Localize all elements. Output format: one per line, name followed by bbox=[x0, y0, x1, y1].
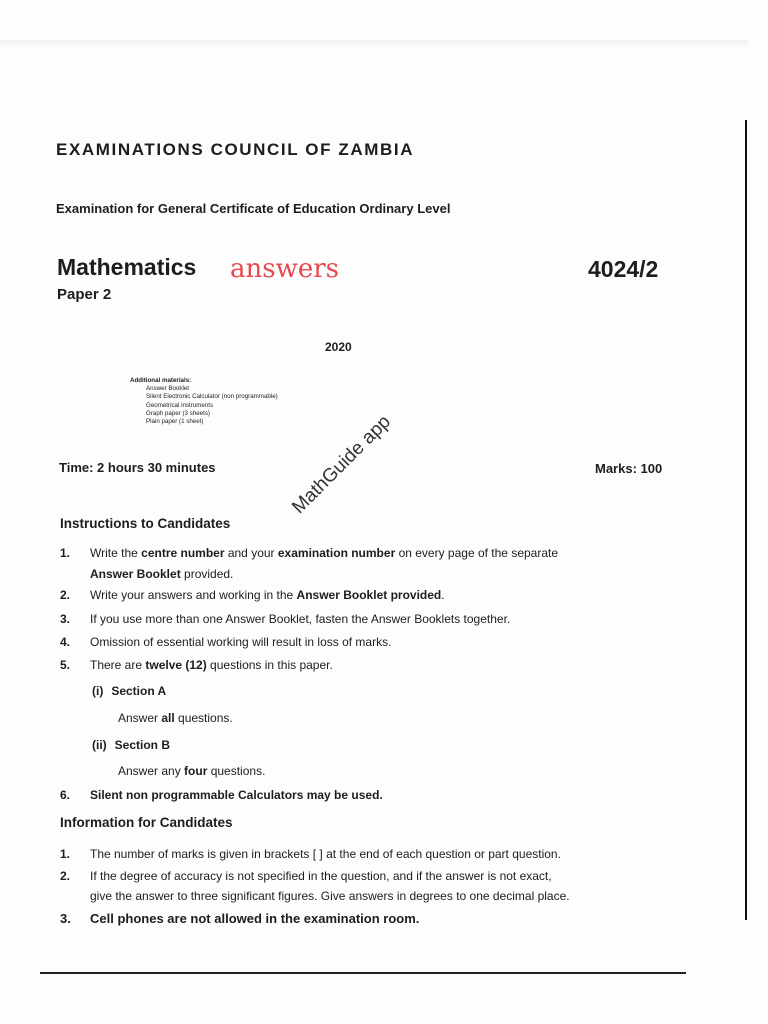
section-b-instruction: Answer any four questions. bbox=[118, 764, 266, 778]
footer-rule bbox=[40, 972, 686, 974]
material-item: Geometrical instruments bbox=[146, 401, 214, 409]
material-item: Answer Booklet bbox=[146, 385, 189, 393]
exam-paper-page: EXAMINATIONS COUNCIL OF ZAMBIA Examination for General Certificate of Education Ordinary Level Mathematics answers 4024/2 Paper 2 2020 Additional materials: Answer Booklet Silent Electronic Calculator (non programmable) Geometrical instruments Graph paper (3 sheets) Plain paper (1 sheet) Time: 2 hours 30 minutes Marks: 100 MathGuide app Instructions to Candidates 1. Write the centre number and your examination number on every page of the separate Answer Booklet provided. 2. Write your answers and working in the Answer Booklet provided. 3. If you use more than one Answer Booklet, fasten the Answer Booklets together. 4. Omission of essential working will result in loss of marks. 5. There are twelve (12) questions in this paper. (i) Section A Answer all questions. (ii) Section B Answer any four questions. 6. Silent non programmable Calculators may be used. Information for Candidates 1. The number of marks is given in brackets [ ] at the end of each question or part question. 2. If the degree of accuracy is not specified in the question, and if the answer is not exact, give the answer to three significant figures. Give answers in degrees to one decimal place. 3. Cell phones are not allowed in the examination room. bbox=[0, 0, 768, 1024]
answers-overlay: answers bbox=[230, 254, 340, 284]
council-name: EXAMINATIONS COUNCIL OF ZAMBIA bbox=[56, 140, 415, 159]
exam-title: Examination for General Certificate of Education Ordinary Level bbox=[56, 201, 451, 216]
additional-materials bbox=[130, 377, 278, 426]
scan-top-shadow bbox=[0, 40, 748, 48]
section-a-label: (i) Section A bbox=[92, 684, 167, 698]
paper-number: Paper 2 bbox=[57, 286, 112, 303]
materials-heading: Additional materials: bbox=[130, 377, 192, 384]
material-item: Graph paper (3 sheets) bbox=[146, 409, 210, 417]
instructions-heading: Instructions to Candidates bbox=[60, 516, 231, 531]
section-b-label: (ii) Section B bbox=[92, 738, 171, 752]
watermark-text: MathGuide app bbox=[288, 411, 395, 519]
paper-code: 4024/2 bbox=[588, 256, 659, 282]
total-marks: Marks: 100 bbox=[595, 461, 663, 476]
subject-title: Mathematics bbox=[57, 254, 197, 280]
material-item: Silent Electronic Calculator (non programmable) bbox=[146, 393, 278, 401]
time-allowed: Time: 2 hours 30 minutes bbox=[59, 460, 216, 475]
material-item: Plain paper (1 sheet) bbox=[146, 418, 204, 426]
information-heading: Information for Candidates bbox=[60, 815, 233, 830]
scan-right-edge bbox=[745, 120, 747, 920]
exam-year: 2020 bbox=[325, 340, 352, 354]
section-a-instruction: Answer all questions. bbox=[118, 711, 233, 725]
